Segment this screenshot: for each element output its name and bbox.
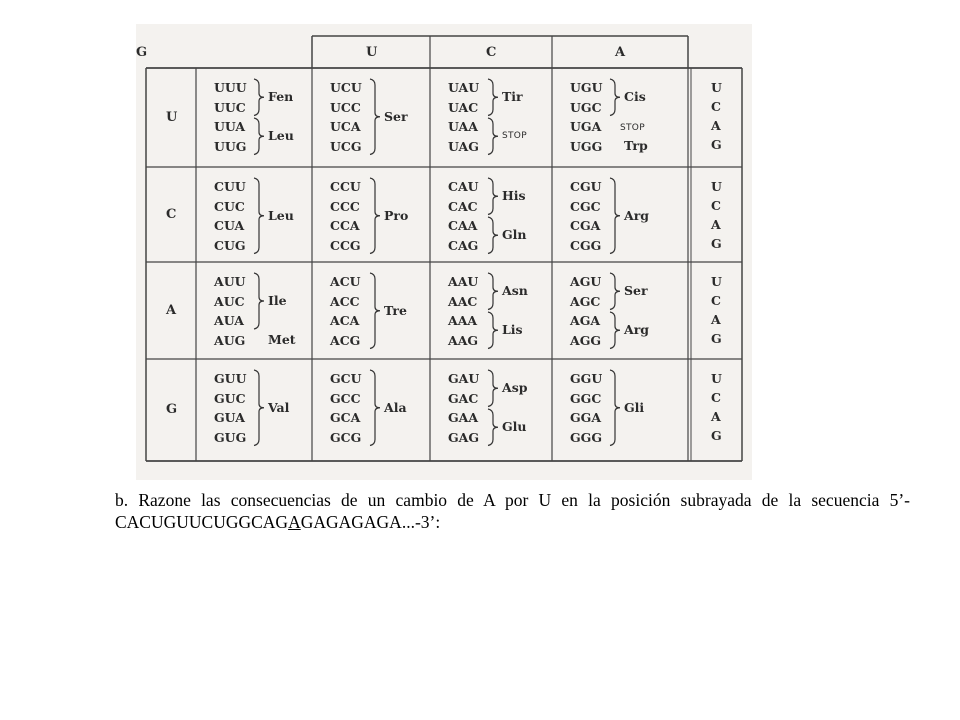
codon: AAA [448,313,478,328]
third-base-label: A [711,217,721,232]
amino-acid-label: Ser [624,283,648,299]
codon: CUA [214,218,245,233]
codon: GCU [330,371,362,386]
amino-acid-label: Fen [268,89,294,105]
codon: CAU [448,179,479,194]
brace-bracket [254,118,264,155]
codon: AAG [448,332,479,348]
codon: AUU [214,274,246,289]
codon: CGG [570,237,602,253]
codon: GGG [570,429,603,445]
brace-bracket [254,79,264,116]
codon: UGC [570,99,602,115]
column-header-u: U [366,45,378,60]
third-base-label: A [711,312,721,327]
row-header-c: C [166,206,177,222]
column-header-g: G [136,45,148,60]
amino-acid-label: Arg [624,322,650,338]
brace-bracket [610,273,620,310]
amino-acid-label: Gln [502,227,527,243]
underlined-base: A [288,512,301,532]
codon: GAA [448,410,479,425]
brace-bracket [610,370,620,446]
codon: UAA [448,119,478,134]
codon: UCU [330,80,362,95]
codon: AAU [448,274,479,289]
codon: UAU [448,80,480,95]
codon: GAG [448,429,480,445]
brace-bracket [488,273,498,310]
brace-bracket [488,370,498,407]
third-base-label: A [711,409,721,424]
third-base-label: C [711,390,721,405]
brace-bracket [254,370,264,446]
third-base-label: G [711,428,722,443]
brace-bracket [254,273,264,329]
brace-bracket [370,370,380,446]
question-suffix: GAGAGAGA...-3’: [300,512,441,532]
brace-bracket [370,178,380,254]
codon: UCC [330,99,361,115]
amino-acid-label: Arg [624,207,650,223]
stop-label: STOP [620,122,645,133]
codon: CUU [214,179,246,194]
third-base-label: A [711,118,721,133]
brace-bracket [254,178,264,254]
codon: GGU [570,371,603,386]
amino-acid-label: Ala [384,399,407,415]
brace-bracket [370,273,380,349]
codon: UGG [570,138,603,154]
amino-acid-label: Ile [268,293,287,308]
genetic-code-table [136,24,752,480]
codon: UGU [570,80,603,95]
codon: CCA [330,218,360,233]
brace-bracket [488,79,498,116]
amino-acid-label: Cis [624,89,646,105]
codon: AGC [570,293,601,309]
amino-acid-label: His [502,188,526,204]
third-base-label: G [711,331,722,346]
third-base-label: U [711,274,722,289]
row-header-g: G [166,402,178,417]
question-text [115,489,910,533]
amino-acid-label: Glu [502,419,527,435]
amino-acid-label: Pro [384,207,409,223]
column-header-c: C [486,45,497,60]
amino-acid-label: Asp [502,380,528,396]
codon: AUG [214,332,246,348]
codon: CGA [570,218,601,233]
third-base-label: U [711,80,722,95]
codon: UAG [448,138,479,154]
amino-acid-label: Ser [384,108,408,124]
codon: AUA [214,313,244,328]
third-base-label: C [711,293,721,308]
codon: UUA [214,119,246,134]
codon: GUG [214,429,247,445]
brace-bracket [610,312,620,349]
codon: ACC [330,293,360,309]
question-prefix: b. Razone las consecuencias de un cambio de A por U en la posición subrayada de la secuencia 5’-CACUGUUCUGGCAG [115,490,910,532]
stop-label: STOP [502,131,527,142]
third-base-label: G [711,236,722,251]
codon: AUC [214,293,245,309]
codon: UCG [330,138,362,154]
codon: GCA [330,410,361,425]
brace-bracket [488,118,498,155]
codon: AGU [570,274,602,289]
codon: CCC [330,198,360,214]
brace-bracket [488,178,498,215]
codon: GGA [570,410,602,425]
brace-bracket [488,312,498,349]
codon: GUA [214,410,245,425]
codon: AGA [570,313,601,328]
codon: GGC [570,390,602,406]
brace-bracket [610,178,620,254]
codon: CGU [570,179,602,194]
amino-acid-label: Tir [502,89,523,105]
third-base-label: U [711,179,722,194]
brace-bracket [370,79,380,155]
codon: CUC [214,198,245,214]
third-base-label: U [711,371,722,386]
codon: CUG [214,237,246,253]
codon: UCA [330,119,361,134]
codon: AAC [448,293,478,309]
codon: UGA [570,119,602,134]
codon: UUG [214,138,247,154]
codon: CAG [448,237,479,253]
codon: GUC [214,390,246,406]
codon: CAA [448,218,478,233]
column-header-a: A [615,45,626,60]
third-base-label: C [711,99,721,114]
codon: GAC [448,390,479,406]
codon: ACA [330,313,360,328]
codon: CCG [330,237,361,253]
brace-bracket [488,409,498,446]
codon: CAC [448,198,478,214]
amino-acid-label: Met [268,332,296,347]
codon: AGG [570,332,602,348]
codon: CCU [330,179,361,194]
amino-acid-label: Leu [268,128,294,144]
codon: GAU [448,371,480,386]
amino-acid-label: Tre [384,302,407,318]
codon: UUC [214,99,246,115]
third-base-label: G [711,137,722,152]
brace-bracket [488,217,498,254]
amino-acid-label: Asn [502,283,528,299]
amino-acid-label: Lis [502,322,523,338]
codon: GCG [330,429,362,445]
row-header-u: U [166,109,178,125]
amino-acid-label: Val [268,399,290,415]
amino-acid-label: Trp [624,138,648,153]
codon: CGC [570,198,601,214]
third-base-label: C [711,198,721,213]
codon: GUU [214,371,247,386]
codon: GCC [330,390,361,406]
amino-acid-label: Leu [268,207,294,223]
amino-acid-label: Gli [624,399,645,415]
brace-bracket [610,79,620,116]
codon: ACG [330,332,361,348]
row-header-a: A [166,302,177,318]
codon: ACU [330,274,361,289]
codon: UAC [448,99,479,115]
codon: UUU [214,80,247,95]
